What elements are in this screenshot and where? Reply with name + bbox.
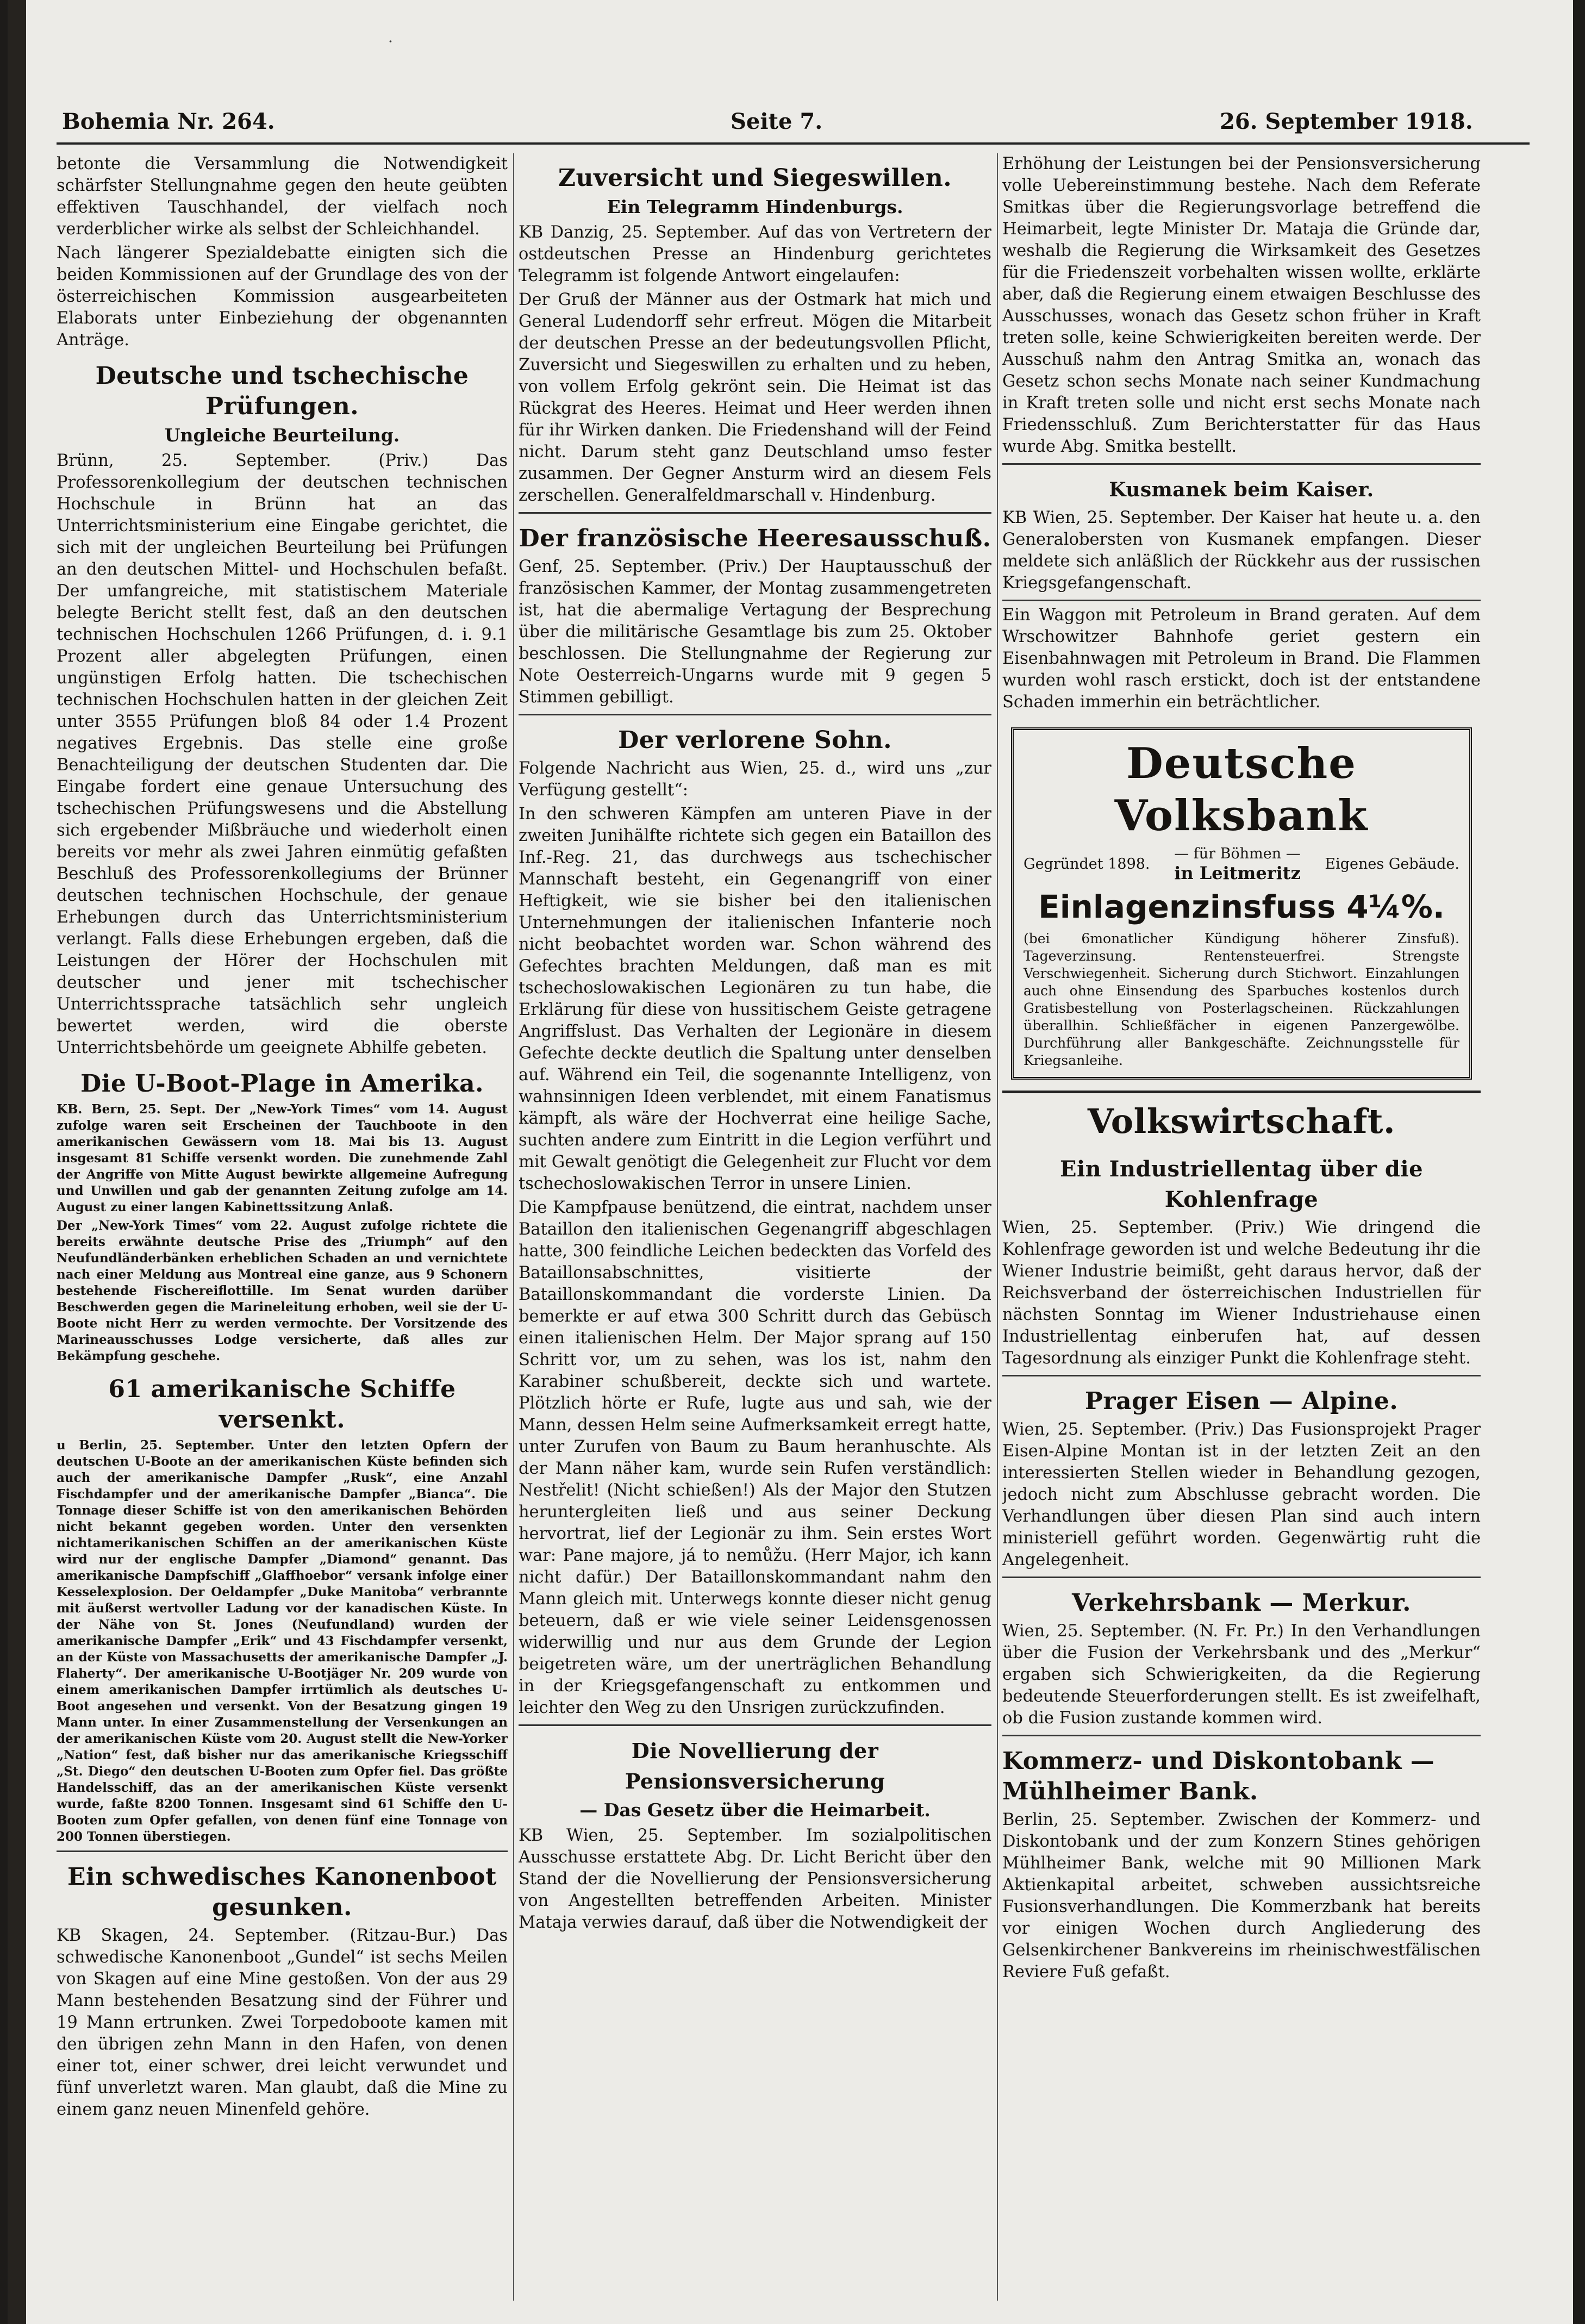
article-separator [1002, 600, 1481, 601]
article-text: Berlin, 25. September. Zwischen der Kommerz- und Diskontobank und der zum Konzern Stines gehörigen Mühlheimer Bank, welche mit 90 Millionen Mark Aktienkapital arbeitet, schweben aussichtsreiche Fusionsverhandlungen. Die Kommerzbank hat bereits vor einigen Wochen durch Angliederung des Gelsenkirchener Bankvereins im rheinischwestfälischen Reviere Fuß gefaßt. [1002, 1810, 1481, 1982]
article-headline: Verkehrsbank — Merkur. [1072, 1589, 1411, 1617]
article-separator [1002, 1735, 1481, 1736]
article-headline: Prager Eisen — Alpine. [1084, 1387, 1399, 1415]
article-headline: Deutsche und tschechische Prüfungen. [95, 362, 469, 420]
ad-conditions: (bei 6monatlicher Kündigung höherer Zinsfuß). Tageverzinsung. Rentensteuerfrei. Strengste Verschwiegenheit. Sicherung durch Stichwort. Einzahlungen auch ohne Einsendung des Sparbuches kostenlos durch Gratisbestellung von Posterlagscheinen. Rückzahlungen überallhin. Schließfächer in eigenen Panzergewölbe. Durchführung aller Bankgeschäfte. Zeichnungsstelle für Kriegsanleihe. [1024, 931, 1459, 1068]
ad-location [1174, 845, 1301, 883]
article-text: Die Kampfpause benützend, die eintrat, nachdem unser Bataillon den italienischen Gegenangriff abgeschlagen hatte, 300 feindliche Leichen bedeckten das Vorfeld des Bataillonsabschnittes, visitierte der Bataillonskommandant die vorderste Linien. Da bemerkte er auf etwa 300 Schritt durch das Gebüsch einen italienischen Helm. Der Major sprang auf 150 Schritt vor, um zu sehen, was los ist, nahm den Karabiner schußbereit, deckte sich und wartete. Plötzlich hörte er Rufe, lugte aus und sah, wie der Mann, dessen Helm seine Aufmerksamkeit erregt hatte, unter Zurufen von Baum zu Baum heranhuschte. Als der Mann näher kam, wurde sein Rufen verständlich: Nestřelit! (Nicht schießen!) Als der Major den Stutzen heruntergleiten ließ und aus seiner Deckung hervortrat, lief der Legionär zu ihm. Sein erstes Wort war: Pane majore, já to nemůžu. (Herr Major, ich kann nicht dafür.) Der Bataillonskommandant nahm den Mann gleich mit. Unterwegs konnte dieser nicht genug beteuern, daß er wie viele seiner Leidensgenossen widerwillig und nur aus dem Grunde der Legion beigetreten wäre, um der unerträglichen Behandlung in der Kriegsgefangenschaft zu entkommen und leichter den Weg zu den Unsrigen zurückzufinden. [519, 1198, 991, 1717]
article-text: In den schweren Kämpfen am unteren Piave in der zweiten Junihälfte richtete sich gegen ein Bataillon des Inf.-Reg. 21, das durchwegs aus tschechischer Mannschaft besteht, ein Gegenangriff von einer Heftigkeit, wie sie bisher bei den italienischen Unternehmungen der italienischen Infanterie noch nicht beobachtet worden war. Schon während des Gefechtes brachten Meldungen, daß man es mit tschechoslowakischen Legionären zu tun habe, die Erklärung für diese von hussitischem Geiste getragene Angriffslust. Das Verhalten der Legionäre in diesem Gefechte deckte deutlich die Spaltung unter denselben auf. Während ein Teil, die sogenannte Intelligenz, von wahnsinnigen Ideen verblendet, mit einem Fanatismus kämpft, als wäre der Hochverrat eine heilige Sache, suchten andere zum Eintritt in die Legion verführt und mit Gewalt genötigt die Gelegenheit zur Flucht vor dem tschechoslowakischen Terror in unsere Linien. [519, 805, 991, 1193]
article-text: KB Skagen, 24. September. (Ritzau-Bur.) Das schwedische Kanonenboot „Gundel“ ist sechs Meilen von Skagen auf eine Mine gestoßen. Von der aus 29 Mann bestehenden Besatzung sind der Führer und 19 Mann ertrunken. Zwei Torpedoboote kamen mit den übrigen zehn Mann in den Hafen, von denen einer tot, einer schwer, drei leicht verwundet und fünf unverletzt waren. Man glaubt, daß die Mine zu einem ganz neuen Minenfeld gehöre. [57, 1926, 508, 2119]
ad-details-row [1024, 845, 1459, 883]
article-separator [519, 1724, 991, 1726]
ad-interest-rate: Einlagenzinsfuss 4¼%. [1038, 888, 1445, 925]
article-text: Folgende Nachricht aus Wien, 25. d., wird uns „zur Verfügung gestellt“: [519, 759, 991, 800]
article-separator [519, 512, 991, 514]
article-text: u Berlin, 25. September. Unter den letzten Opfern der deutschen U-Boote an der amerikanischen Küste befinden sich auch der amerikanische Dampfer „Rusk“, eine Anzahl Fischdampfer und der amerikanische Dampfer „Bianca“. Die Tonnage dieser Schiffe ist von den amerikanischen Behörden nicht bekannt gegeben worden. Unter den versenkten nichtamerikanischen Schiffen an der amerikanischen Küste wird nur der englische Dampfer „Diamond“ genannt. Das amerikanische Dampfschiff „Glaffhoebor“ versank infolge einer Kesselexplosion. Der Oeldampfer „Duke Manitoba“ verbrannte mit äußerst wertvoller Ladung vor der kanadischen Küste. In der Nähe von St. Jones (Neufundland) wurden der amerikanische Dampfer „Erik“ und 43 Fischdampfer versenkt, an der Küste von Massachusetts der amerikanische Dampfer „J. Flaherty“. Der amerikanische U-Bootjäger Nr. 209 wurde von einem amerikanischen Dampfer irrtümlich als deutsches U-Boot angesehen und versenkt. Von der Besatzung gingen 19 Mann unter. In einer Zusammenstellung der Versenkungen an der amerikanischen Küste vom 20. August stellt die New-Yorker „Nation“ fest, daß bisher nur das amerikanische Kriegsschiff „St. Diego“ den deutschen U-Booten zum Opfer fiel. Das größte Handelsschiff, das an der amerikanischen Küste versenkt wurde, faßte 8200 Tonnen. Insgesamt sind 61 Schiffe den U-Booten zum Opfer gefallen, von denen fünf eine Tonnage von 200 Tonnen überstiegen. [57, 1438, 508, 1844]
newspaper-page [8, 0, 1573, 2324]
header-page-number: Seite 7. [731, 109, 823, 134]
article-text: Der Gruß der Männer aus der Ostmark hat mich und General Ludendorff sehr erfreut. Mögen die Mitarbeit der deutschen Presse an der bedeutungsvollen Pflicht, Zuversicht und Siegeswillen zu erhalten und zu heben, von vollem Erfolg gekrönt sein. Die Heimat ist das Rückgrat des Heeres. Heimat und Heer werden ihnen für ihr Wirken danken. Die Friedenshand will der Feind nicht. Darum steht ganz Deutschland umso fester zusammen. Der Gegner Ansturm wird an diesem Fels zerschellen. Generalfeldmarschall v. Hindenburg. [519, 290, 991, 505]
article-subheadline: Ein Telegramm Hindenburgs. [607, 196, 903, 217]
article-headline: Zuversicht und Siegeswillen. [558, 164, 952, 192]
article-headline: Der französische Heeresausschuß. [519, 525, 991, 552]
article-text: KB Danzig, 25. September. Auf das von Vertretern der ostdeutschen Presse an Hindenburg gerichtetes Telegramm ist folgende Antwort eingelaufen: [519, 223, 991, 285]
page-speck: · [388, 33, 393, 51]
article-separator [1002, 1577, 1481, 1578]
header-rule [57, 142, 1530, 145]
column-1 [57, 153, 508, 2306]
article-subheadline: Ungleiche Beurteilung. [164, 425, 400, 446]
article-headline: Die Novellierung der Pensionsversicherung [625, 1739, 885, 1793]
article-headline: Kommerz- und Diskontobank — Mühlheimer Bank. [1002, 1747, 1435, 1805]
article-headline: Ein Industriellentag über die Kohlenfrage [1059, 1156, 1424, 1212]
article-separator [519, 714, 991, 715]
article-headline: 61 amerikanische Schiffe versenkt. [108, 1375, 456, 1434]
ad-founded: Gegründet 1898. [1024, 856, 1150, 873]
article-separator [57, 1851, 508, 1852]
article-text: KB Wien, 25. September. Im sozialpolitischen Ausschusse erstattete Abg. Dr. Licht Bericht über den Stand der die Novellierung der Pensionsversicherung von Angestellten betreffenden Arbeiten. Minister Mataja verwies darauf, daß über die Notwendigkeit der [519, 1826, 991, 1932]
article-separator [1002, 1375, 1481, 1376]
bank-advertisement [1011, 727, 1472, 1080]
header-date: 26. September 1918. [1220, 109, 1473, 134]
header-issue: Bohemia Nr. 264. [62, 109, 275, 134]
article-headline: Kusmanek beim Kaiser. [1109, 478, 1374, 501]
ad-for: — für Böhmen — [1174, 845, 1301, 862]
article-separator [1002, 463, 1481, 465]
article-text: Ein Waggon mit Petroleum in Brand geraten. Auf dem Wrschowitzer Bahnhofe geriet gestern ein Eisenbahnwagen mit Petroleum in Brand. Die Flammen wurden wohl rasch erstickt, doch ist der entstandene Schaden immerhin ein beträchtlicher. [1002, 606, 1481, 712]
article-text: Genf, 25. September. (Priv.) Der Hauptausschuß der französischen Kammer, der Montag zusammengetreten ist, hat die abermalige Vertagung der Besprechung über die militärische Gesamtlage bis zum 25. Oktober beschlossen. Die Stellungnahme der Regierung zur Note Oesterreich-Ungarns wurde mit 9 gegen 5 Stimmen gebilligt. [519, 557, 991, 707]
article-text: Nach längerer Spezialdebatte einigten sich die beiden Kommissionen auf der Grundlage des von der österreichischen Kommission ausgearbeiteten Elaborats unter Einbeziehung der obgenannten Anträge. [57, 244, 508, 350]
article-text: Brünn, 25. September. (Priv.) Das Professorenkollegium der deutschen technischen Hochschule in Brünn hat an das Unterrichtsministerium eine Eingabe gerichtet, die sich mit der ungleichen Beurteilung bei Prüfungen an den deutschen Mittel- und Hochschulen befaßt. Der umfangreiche, mit statistischem Materiale belegte Bericht stellt fest, daß an den deutschen technischen Hochschulen 1266 Prüfungen, d. i. 9.1 Prozent aller abgelegten Prüfungen, einen ungünstigen Erfolg hatten. Die tschechischen technischen Hochschulen hatten in der gleichen Zeit unter 3555 Prüfungen bloß 84 oder 1.4 Prozent negatives Ergebnis. Das stelle eine große Benachteiligung der deutschen Studenten dar. Die Eingabe fordert eine genaue Untersuchung des tschechischen Prüfungswesens und die Abstellung sich ergebender Mißbräuche und wiederholt einen bereits vor mehr als zwei Jahren einmütig gefaßten Beschluß des Professorenkollegiums der Brünner deutschen technischen Hochschule, der genaue Erhebungen durch das Unterrichtsministerium verlangt. Falls diese Erhebungen ergeben, daß die Leistungen der Hörer der Hochschulen mit deutscher und jener mit tschechischer Unterrichtssprache tatsächlich sehr ungleich bewertet werden, wird die oberste Unterrichtsbehörde um geeignete Abhilfe gebeten. [57, 451, 508, 1057]
article-text: betonte die Versammlung die Notwendigkeit schärfster Stellungnahme gegen den heute geübten effektiven Tauschhandel, der vielfach noch verderblicher wirke als selbst der Schleichhandel. [57, 154, 508, 239]
ad-place: in Leitmeritz [1174, 863, 1301, 883]
article-text: KB. Bern, 25. Sept. Der „New-York Times“ vom 14. August zufolge waren seit Erscheinen der Tauchboote in den amerikanischen Gewässern vom 18. Mai bis 13. August insgesamt 81 Schiffe versenkt worden. Die zunehmende Zahl der Angriffe von Mitte August bewirkte allgemeine Aufregung und Unwillen und gab der genannten Zeitung zufolge am 14. August zu einer langen Kabinettssitzung Anlaß. [57, 1102, 508, 1214]
article-text: Erhöhung der Leistungen bei der Pensionsversicherung volle Uebereinstimmung bestehe. Nach dem Referate Smitkas über die Regierungsvorlage betreffend die Heimarbeit, legte Minister Dr. Mataja die Gründe dar, weshalb die Regierung die Wirksamkeit des Gesetzes für die Friedenszeit vorbehalten wissen wollte, erklärte aber, daß die Regierung einem etwaigen Beschlusse des Ausschusses, wonach das Gesetz schon früher in Kraft treten solle, keine Schwierigkeiten bereiten werde. Der Ausschuß nahm den Antrag Smitka an, wonach das Gesetz schon sechs Monate nach seiner Kundmachung in Kraft treten solle und nicht erst sechs Monate nach Friedensschluß. Zum Berichterstatter für das Haus wurde Abg. Smitka bestellt. [1002, 154, 1481, 456]
column-2 [519, 153, 991, 2306]
article-text: Wien, 25. September. (N. Fr. Pr.) In den Verhandlungen über die Fusion der Verkehrsbank und des „Merkur“ ergaben sich Schwierigkeiten, da die Regierung bedeutende Steuerforderungen stellt. Es ist zweifelhaft, ob die Fusion zustande kommen wird. [1002, 1622, 1481, 1728]
article-headline: Der verlorene Sohn. [618, 726, 892, 754]
article-text: Wien, 25. September. (Priv.) Das Fusionsprojekt Prager Eisen-Alpine Montan ist in der letzten Zeit an den interessierten Stellen wieder in Behandlung gezogen, jedoch nicht zum Abschlusse gebracht worden. Die Verhandlungen über diesen Plan sind auch intern ministeriell geführt worden. Gegenwärtig ruht die Angelegenheit. [1002, 1420, 1481, 1569]
article-subheadline: — Das Gesetz über die Heimarbeit. [579, 1799, 931, 1821]
article-text: Wien, 25. September. (Priv.) Wie dringend die Kohlenfrage geworden ist und welche Bedeutung ihr die Wiener Industrie beimißt, geht daraus hervor, daß der Reichsverband der österreichischen Industriellen für nächsten Sonntag im Wiener Industriehause einen Industriellentag einberufen hat, auf dessen Tagesordnung als einziger Punkt die Kohlenfrage steht. [1002, 1218, 1481, 1368]
column-divider [513, 153, 514, 2301]
column-3 [1002, 153, 1481, 2306]
page-left-edge [8, 0, 26, 2324]
article-headline: Ein schwedisches Kanonenboot gesunken. [67, 1863, 497, 1921]
article-text: KB Wien, 25. September. Der Kaiser hat heute u. a. den Generalobersten von Kusmanek empfangen. Dieser meldete sich anläßlich der Rückkehr aus der russischen Kriegsgefangenschaft. [1002, 508, 1481, 593]
article-text: Der „New-York Times“ vom 22. August zufolge richtete die bereits erwähnte deutsche Prise des „Triumph“ auf den Neufundländerbänken erheblichen Schaden an und vernichtete nach einer Meldung aus Montreal eine ganze, aus 9 Schonern bestehende Fischereiflottille. Im Senat wurden darüber Beschwerden gegen die Marineleitung erhoben, weil sie der U-Boote nicht Herr zu werden vermochte. Der Vorsitzende des Marineausschusses Lodge versicherte, daß alles zur Bekämpfung geschehe. [57, 1218, 508, 1363]
ad-building: Eigenes Gebäude. [1325, 856, 1459, 873]
section-title: Volkswirtschaft. [1002, 1091, 1481, 1144]
ad-bank-name: Deutsche Volksbank [1114, 739, 1369, 840]
article-headline: Die U-Boot-Plage in Amerika. [80, 1070, 484, 1098]
column-divider [997, 153, 998, 2301]
